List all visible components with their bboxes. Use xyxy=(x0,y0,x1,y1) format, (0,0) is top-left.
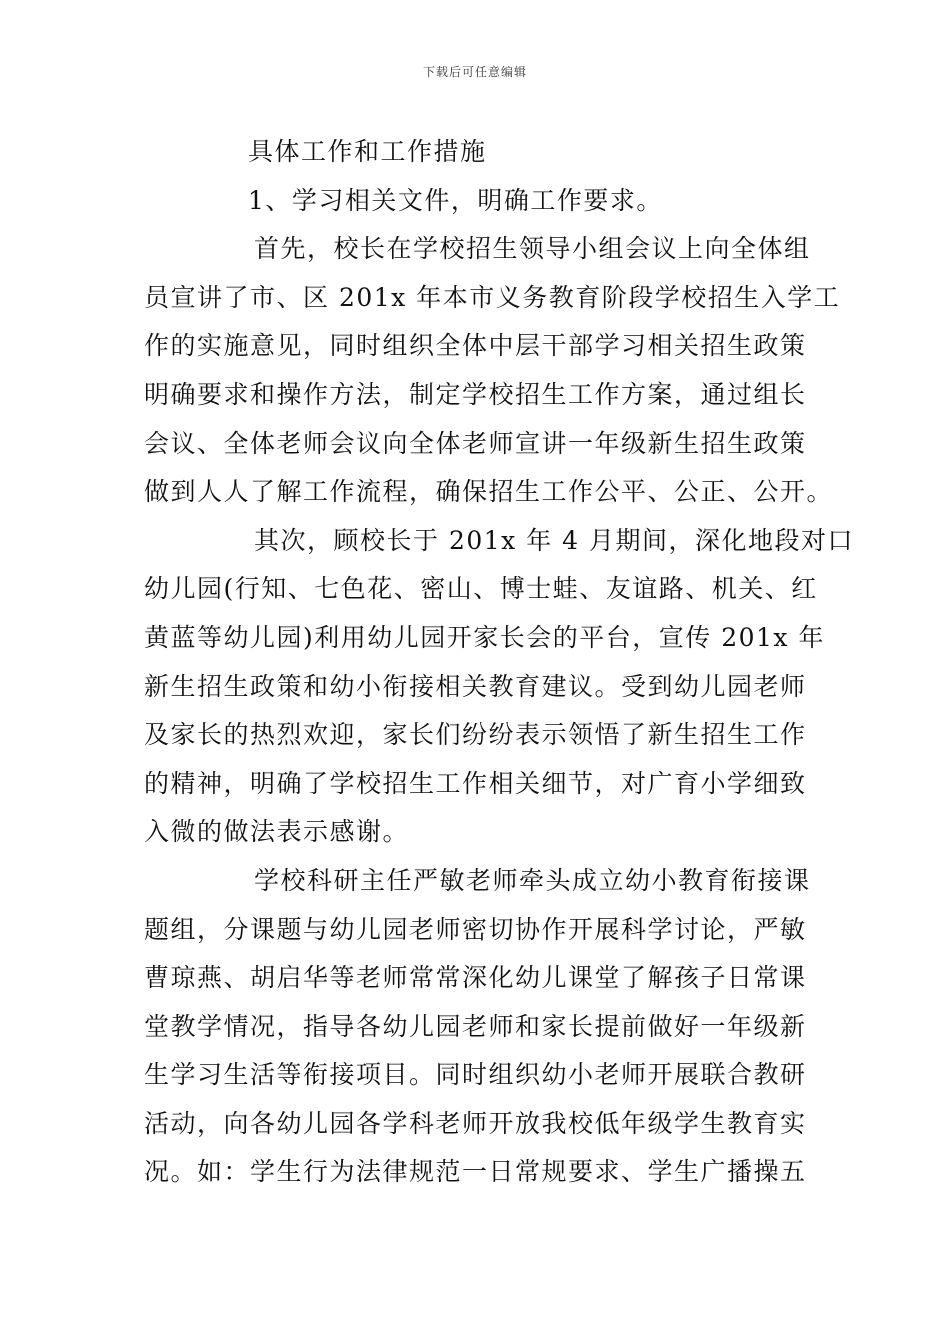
paragraph-line: 曹琼燕、胡启华等老师常常深化幼儿课堂了解孩子日常课 xyxy=(144,963,807,993)
paragraph-line: 黄蓝等幼儿园)利用幼儿园开家长会的平台，宣传 201x 年 xyxy=(144,622,825,652)
paragraph-line: 首先，校长在学校招生领导小组会议上向全体组 xyxy=(254,234,811,264)
paragraph-line: 明确要求和操作方法，制定学校招生工作方案，通过组长 xyxy=(144,379,807,409)
paragraph-line: 活动，向各幼儿园各学科老师开放我校低年级学生教育实 xyxy=(144,1108,807,1138)
page-header-note: 下载后可任意编辑 xyxy=(422,65,527,79)
paragraph-line: 的精神，明确了学校招生工作相关细节，对广育小学细致 xyxy=(144,768,807,798)
paragraph-line: 幼儿园(行知、七色花、密山、博士蛙、友谊路、机关、红 xyxy=(144,574,818,604)
subsection-heading: 1、学习相关文件，明确工作要求。 xyxy=(248,185,663,215)
paragraph-line: 及家长的热烈欢迎，家长们纷纷表示领悟了新生招生工作 xyxy=(144,720,807,750)
paragraph-line: 入微的做法表示感谢。 xyxy=(144,817,410,847)
paragraph-line: 员宣讲了市、区 201x 年本市义务教育阶段学校招生入学工 xyxy=(144,282,841,312)
paragraph-line: 题组，分课题与幼儿园老师密切协作开展科学讨论，严敏 xyxy=(144,914,807,944)
paragraph-line: 会议、全体老师会议向全体老师宣讲一年级新生招生政策 xyxy=(144,428,807,458)
document-body xyxy=(144,128,855,1197)
paragraph-line: 作的实施意见，同时组织全体中层干部学习相关招生政策 xyxy=(144,331,807,361)
paragraph-line: 况。如：学生行为法律规范一日常规要求、学生广播操五 xyxy=(144,1157,807,1187)
paragraph-line: 做到人人了解工作流程，确保招生工作公平、公正、公开。 xyxy=(144,477,834,507)
paragraph-line: 其次，顾校长于 201x 年 4 月期间，深化地段对口 xyxy=(254,525,855,555)
paragraph-line: 堂教学情况，指导各幼儿园老师和家长提前做好一年级新 xyxy=(144,1011,807,1041)
paragraph-line: 学校科研主任严敏老师牵头成立幼小教育衔接课 xyxy=(254,865,811,895)
section-heading: 具体工作和工作措施 xyxy=(248,137,487,166)
paragraph-line: 生学习生活等衔接项目。同时组织幼小老师开展联合教研 xyxy=(144,1060,807,1090)
paragraph-line: 新生招生政策和幼小衔接相关教育建议。受到幼儿园老师 xyxy=(144,671,807,701)
